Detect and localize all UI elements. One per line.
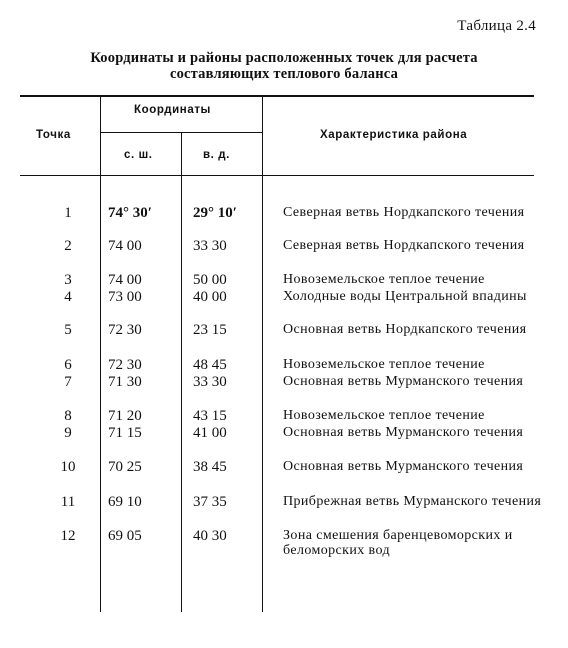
column-divider-lon: [262, 96, 263, 612]
longitude: 43 15: [193, 408, 227, 424]
longitude: 33 30: [193, 238, 227, 254]
latitude: 69 05: [108, 528, 142, 544]
header-lon: в. д.: [203, 149, 230, 161]
point-number: 12: [60, 528, 76, 544]
longitude: 48 45: [193, 357, 227, 373]
region-description: Новоземельское теплое течение: [283, 357, 485, 372]
header-lat: с. ш.: [124, 149, 153, 161]
header-description: Характеристика района: [320, 129, 468, 141]
latitude: 74 00: [108, 272, 142, 288]
longitude: 33 30: [193, 374, 227, 390]
region-description: Основная ветвь Мурманского течения: [283, 459, 524, 474]
table-top-rule: [20, 95, 534, 97]
region-description: Новоземельское теплое течение: [283, 408, 485, 423]
latitude: 72 30: [108, 357, 142, 373]
longitude: 38 45: [193, 459, 227, 475]
latitude: 69 10: [108, 494, 142, 510]
column-divider-lat: [181, 132, 182, 612]
region-description: Основная ветвь Мурманского течения: [283, 425, 524, 440]
longitude: 40 30: [193, 528, 227, 544]
longitude: 23 15: [193, 322, 227, 338]
caption-line-1: Координаты и районы расположенных точек для расчета: [90, 50, 478, 66]
table-number: Таблица 2.4: [457, 18, 536, 34]
region-description: Северная ветвь Нордкапского течения: [283, 205, 525, 220]
region-description: Северная ветвь Нордкапского течения: [283, 238, 525, 253]
point-number: 2: [64, 238, 72, 254]
point-number: 1: [64, 205, 72, 221]
longitude: 41 00: [193, 425, 227, 441]
latitude: 72 30: [108, 322, 142, 338]
caption-line-2: составляющих теплового баланса: [169, 66, 399, 82]
region-description: Основная ветвь Нордкапского течения: [283, 322, 527, 337]
point-number: 7: [64, 374, 72, 390]
longitude: 29° 10′: [193, 205, 237, 221]
table-caption: [20, 50, 548, 82]
latitude: 71 20: [108, 408, 142, 424]
latitude: 74° 30′: [108, 205, 152, 221]
region-description: Зона смешения баренцевоморских и беломорских вод: [283, 528, 513, 558]
latitude: 73 00: [108, 289, 142, 305]
latitude: 74 00: [108, 238, 142, 254]
point-number: 6: [64, 357, 72, 373]
point-number: 10: [60, 459, 76, 475]
region-description: Прибрежная ветвь Мурманского течения: [283, 494, 542, 509]
header-bottom-rule: [20, 175, 534, 176]
point-number: 11: [60, 494, 76, 510]
point-number: 4: [64, 289, 72, 305]
point-number: 8: [64, 408, 72, 424]
latitude: 71 15: [108, 425, 142, 441]
longitude: 50 00: [193, 272, 227, 288]
region-description: Основная ветвь Мурманского течения: [283, 374, 524, 389]
header-point: Точка: [36, 129, 71, 141]
point-number: 3: [64, 272, 72, 288]
longitude: 40 00: [193, 289, 227, 305]
header-coordinates: Координаты: [134, 104, 211, 116]
latitude: 70 25: [108, 459, 142, 475]
latitude: 71 30: [108, 374, 142, 390]
region-description: Холодные воды Центральной впадины: [283, 289, 527, 304]
longitude: 37 35: [193, 494, 227, 510]
point-number: 5: [64, 322, 72, 338]
point-number: 9: [64, 425, 72, 441]
region-description: Новоземельское теплое течение: [283, 272, 485, 287]
column-divider-point: [100, 96, 101, 612]
